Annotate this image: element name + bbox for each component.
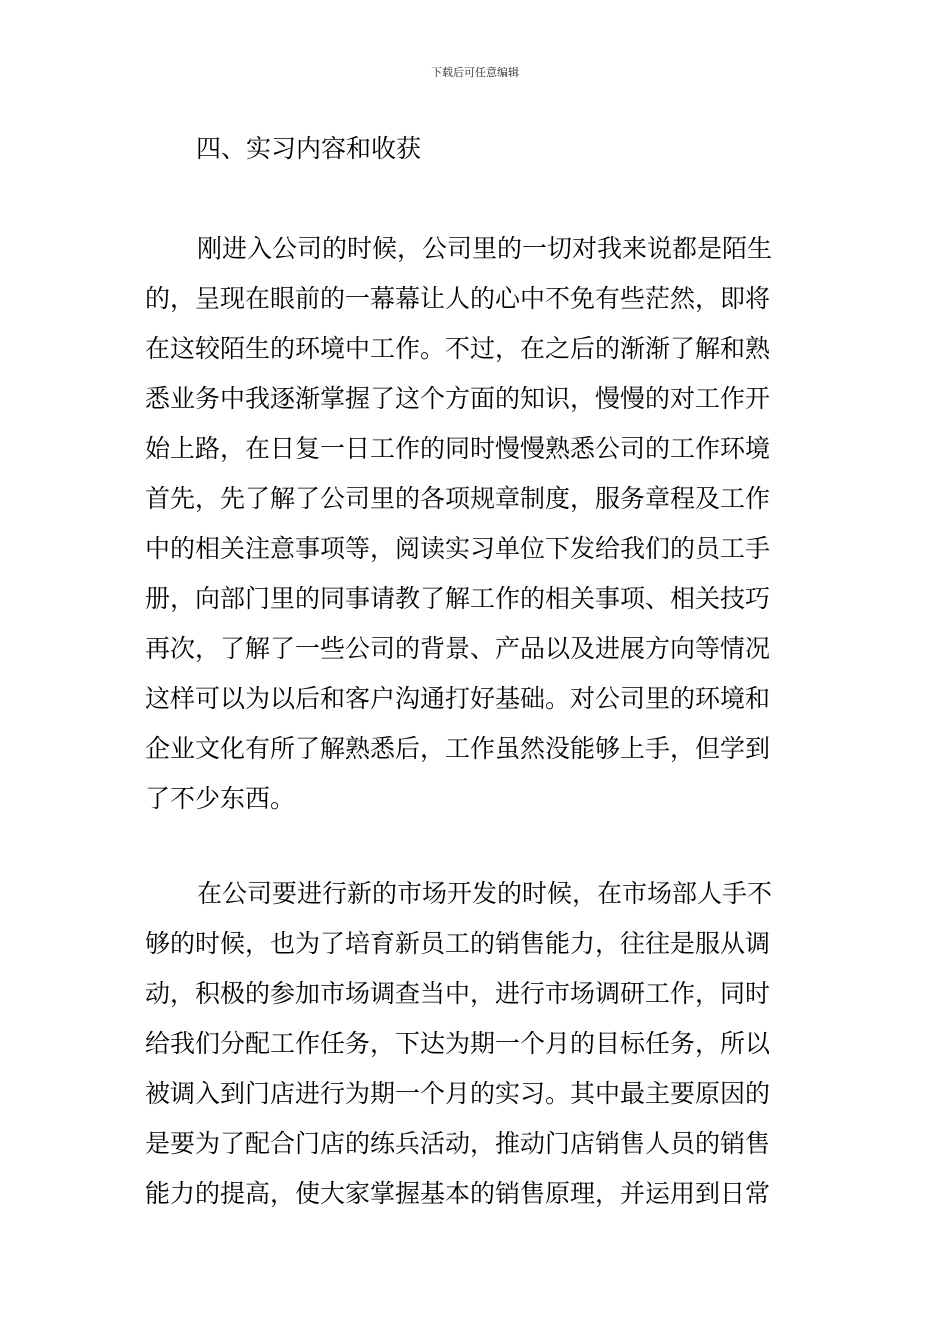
paragraph-line: 刚进入公司的时候，公司里的一切对我来说都是陌生 [197,234,773,263]
section-heading: 四、实习内容和收获 [196,134,422,163]
paragraph-line: 在公司要进行新的市场开发的时候，在市场部人手不 [197,879,773,908]
paragraph-line: 册，向部门里的同事请教了解工作的相关事项、相关技巧 [145,584,771,613]
paragraph-2 [145,869,815,1219]
paragraph-1 [145,224,815,824]
paragraph-line: 再次，了解了一些公司的背景、产品以及进展方向等情况 [145,634,771,663]
paragraph-line: 了不少东西。 [145,784,296,813]
paragraph-line: 始上路，在日复一日工作的同时慢慢熟悉公司的工作环境 [145,434,771,463]
paragraph-line: 被调入到门店进行为期一个月的实习。其中最主要原因的 [145,1079,771,1108]
paragraph-line: 能力的提高，使大家掌握基本的销售原理，并运用到日常 [145,1179,771,1208]
paragraph-line: 动，积极的参加市场调查当中，进行市场调研工作，同时 [145,979,771,1008]
paragraph-line: 悉业务中我逐渐掌握了这个方面的知识，慢慢的对工作开 [145,384,771,413]
paragraph-line: 是要为了配合门店的练兵活动，推动门店销售人员的销售 [145,1129,771,1158]
paragraph-line: 企业文化有所了解熟悉后，工作虽然没能够上手，但学到 [145,734,771,763]
paragraph-line: 这样可以为以后和客户沟通打好基础。对公司里的环境和 [145,684,771,713]
paragraph-line: 够的时候，也为了培育新员工的销售能力，往往是服从调 [145,929,771,958]
paragraph-line: 的，呈现在眼前的一幕幕让人的心中不免有些茫然，即将 [145,284,771,313]
paragraph-line: 中的相关注意事项等，阅读实习单位下发给我们的员工手 [145,534,771,563]
header-note: 下载后可任意编辑 [431,66,519,79]
paragraph-line: 在这较陌生的环境中工作。不过，在之后的渐渐了解和熟 [145,334,771,363]
paragraph-line: 给我们分配工作任务，下达为期一个月的目标任务，所以 [145,1029,771,1058]
paragraph-line: 首先，先了解了公司里的各项规章制度，服务章程及工作 [145,484,771,513]
